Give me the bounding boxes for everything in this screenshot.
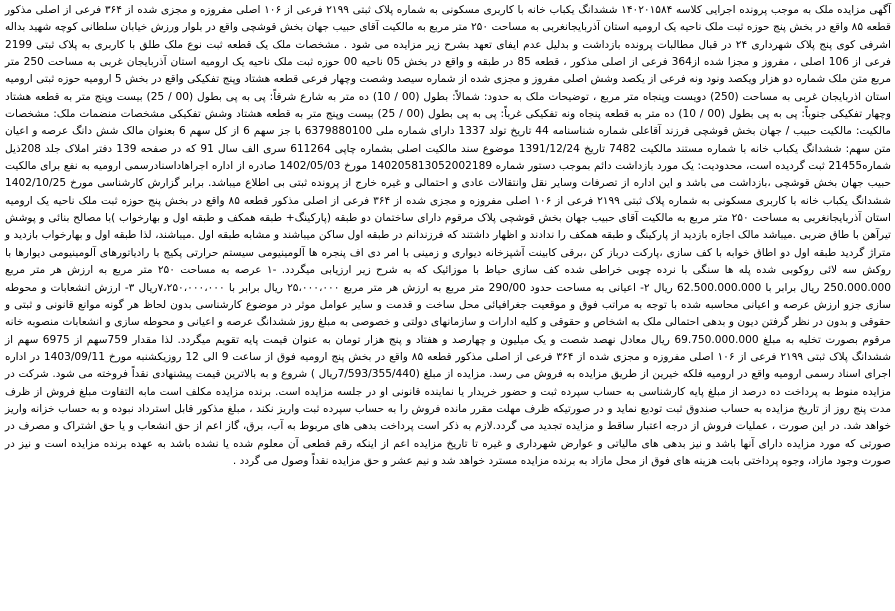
auction-notice-text: آگهی مزایده ملک به موجب پرونده اجرایی کلاسه ۱۴۰۲۰۱۵۸۴ ششدانگ یکباب خانه با کاربری مسکونی به شماره پلاک ثبتی ۲۱۹۹ فرعی از ۱۰۶ اصلی مفروزه و مجزی شده از ۳۶۴ فرعی از اصلی مذکور قطعه ۸۵ واقع در بخش پنج حوزه ثبت ملک ناحیه یک ارومیه استان آذربایجانغربی به مساحت ۲۵۰ متر مربع به مالکیت آقای حبیب جهان بخش قوشچی واقع در بلوار ورزش خیابان سلطانی کوچه شهید بداله اشرفی کوی پنج پلاک شهرداری ۲۴ در قبال مطالبات پرونده بازداشت و بدلیل عدم ایفای تعهد بشرح زیر مزایده می شود . مشخصات ملک یک قطعه ثبت نوع ملک طلق با کاربری به پلاک ثبتی 2199 فرعی از 106 اصلی ، مفروز و مجزا شده از364 فرعی از اصلی مذکور ، قطعه 85 در طبقه و واقع در بخش 05 ناحیه 00 حوزه ثبت ملک ناحیه یک ارومیه استان آذربایجان غربی به مساحت 250 متر مربع متن ملک شماره دو هزار ویکصد ونود ونه فرعی از یکصد وشش اصلی مفروز و مجزی شده از شماره سیصد وشصت وچهار فرعی قطعه هشتاد وپنج تفکیکی واقع در بخش 5 ارومیه حوزه ثبتی ارومیه استان اذربایجان غربی به مساحت (250) دویست وپنجاه متر مربع ، توضیحات ملک به حدود: شمالاً: بطول (00 / 10) ده متر به شارع شرقاً: پی به پی بطول (00 / 25) بیست وپنج متر به قطعه هشتاد وچهار تفکیکی جنوباً: پی به پی بطول (00 / 10) ده متر به قطعه پنجاه ونه تفکیکی غرباً: پی به پی بطول (00 / 25) بیست وپنج متر به قطعه هشتاد وشش تفکیکی مشخصات منضمات ملک: مشخصات مالکیت: مالکیت حبیب / جهان بخش قوشچی فرزند آقاعلی شماره شناسنامه 44 تاریخ تولد 1337 دارای شماره ملی 6379880100 با جز سهم 6 از کل سهم 6 بعنوان مالک شش دانگ عرصه و اعیان متن سهم: ششدانگ یکباب خانه با شماره مستند مالکیت 7482 تاریخ 1391/12/24 موضوع سند مالکیت اصلی بشماره چاپی 611264 سری الف سال 91 که در صفحه 139 دفتر املاک جلد 208ذیل شماره21455 ثبت گردیده است، محدودیت: یک مورد بازداشت دائم بموجب دستور شماره 140205813052002189 مورخ 1402/05/03 صادره از اداره اجراهاداسنادرسمی ارومیه به نفع برای مالکیت حبیب جهان بخش قوشچی ،بازداشت می باشد و این اداره از تصرفات وسایر نقل وانتقالات عادی و احتمالی و غیره خارج از پرونده ثبتی بی اطلاع میباشد. برابر گزارش کارشناسی مورخ 1402/10/25 ششدانگ یکباب خانه با کاربری مسکونی به شماره پلاک ثبتی ۲۱۹۹ فرعی از ۱۰۶ اصلی مفروزه و مجزی شده از ۳۶۴ فرعی از اصلی مذکور قطعه ۸۵ واقع در بخش پنج حوزه ثبت ملک ناحیه یک ارومیه استان آذربایجانغربی به مساحت ۲۵۰ متر مربع به مالکیت آقای حبیب جهان بخش قوشچی پلاک مرقوم دارای ساختمان دو طبقه (پارکینگ+ طبقه همکف و طبقه اول و بهارخواب )با مصالح بنائی و پوشش تیرآهن با طاق ضربی .میباشد مالک اجازه بازدید از پارکینگ و طبقه همکف را ندادند و اظهار داشتند که فرزندانم در طبقه اول ساکن میباشند و مشابه طبقه اول .میباشند، لذا طبقه اول و بهارخواب بازدید و متراژ گردید طبقه اول دو اطاق خوابه با کف سازی ،پارکت درباز کن ،برقی کابینت آشپزخانه دیواری و زمینی با امر دی اف پنجره ها آلومینیومی سیستم حرارتی پکیج با رادیاتورهای آلومینیومی دیوارها با روکش سه لائی روکوبی شده پله ها سنگی با نرده چوبی خراطی شده کف سازی حیاط با موزائیک که به شرح زیر ارزیابی میگردد. -۱ عرصه به مساحت ۲۵۰ متر مربع به ارزش هر متر مربع 250.000.000 ریال برابر با 62.500.000.000 ریال ۲- اعیانی به مساحت حدود 290/00 متر مربع به ارزش هر متر مربع ۲۵،۰۰۰،۰۰۰ ریال برابر با ۷،۲۵۰،۰۰۰،۰۰۰ریال ۳- ارزش انشعابات و محوطه سازی جزو ارزش عرصه و اعیانی محاسبه شده با توجه به مراتب فوق و موقعیت جغرافیائی محل ساخت و قدمت و سایر عوامل موثر در موضوع کارشناسی بدون لحاظ هر گونه موانع قانونی و ثبتی و حقوقی و بدون در نظر گرفتن دیون و بدهی احتمالی ملک به اشخاص و حقوقی و کلیه ادارات و سازمانهای دولتی و خصوصی به مبلغ روز ششدانگ عرصه و اعیانی و محوطه سازی و انشعابات منصوبه خانه مرقوم بصورت تخلیه به مبلغ 69.750.000.000 ریال معادل نهصد شصت و یک میلیون و چهارصد و هفتاد و پنج هزار تومان به عنوان قیمت پایه تقویم میگردد. لذا مقدار 759سهم از 6975 سهم از ششدانگ پلاک ثبتی ۲۱۹۹ فرعی از ۱۰۶ اصلی مفروزه و مجزی شده از ۳۶۴ فرعی از اصلی مذکور قطعه ۸۵ واقع در بخش پنج ارومیه فوق از ساعت 9 الی 12 روزیکشنبه مورخ 1403/09/11 در اداره اجرای اسناد رسمی ارومیه واقع در ارومیه فلکه خیرین از طریق مزایده به فروش می رسد. مزایده از مبلغ (7/593/355/440ریال ) شروع و به بالاترین قیمت پیشنهادی نقداً فروخته می شود. شرکت در مزایده منوط به پرداخت ده درصد از مبلغ پایه کارشناسی به حساب سپرده ثبت و حضور خریدار یا نماینده قانونی او در جلسه مزایده است. برنده مزایده مکلف است مابه التفاوت مبلغ فروش از ظرف مدت پنج روز از تاریخ مزایده به حساب صندوق ثبت تودیع نماید و در صورتیکه ظرف مهلت مقرر مانده فروش را به حساب سپرده ثبت واریز نکند ، مبلغ مذکور قابل استرداد نبوده و به حساب خزانه واریز خواهد شد. در این صورت ، عملیات فروش از درجه اعتبار ساقط و مزایده تجدید می گردد.لازم به ذکر است پرداخت بدهی های مربوط به آب، برق، گاز اعم از حق انشعاب و یا حق اشتراک و مصرف در صورتی که مورد مزایده دارای آنها باشد و نیز بدهی های مالیاتی و عوارض شهرداری و غیره تا تاریخ مزایده اعم از اینکه رقم قطعی آن معلوم شده یا نشده باشد به عهده برنده مزایده است و نیز در صورت وجود مازاد، وجوه پرداختی بابت هزینه های فوق از محل مازاد به برنده مزایده مسترد خواهد شد و نیم عشر و حق مزایده نقداً وصول می گردد . — [5, 4, 891, 467]
